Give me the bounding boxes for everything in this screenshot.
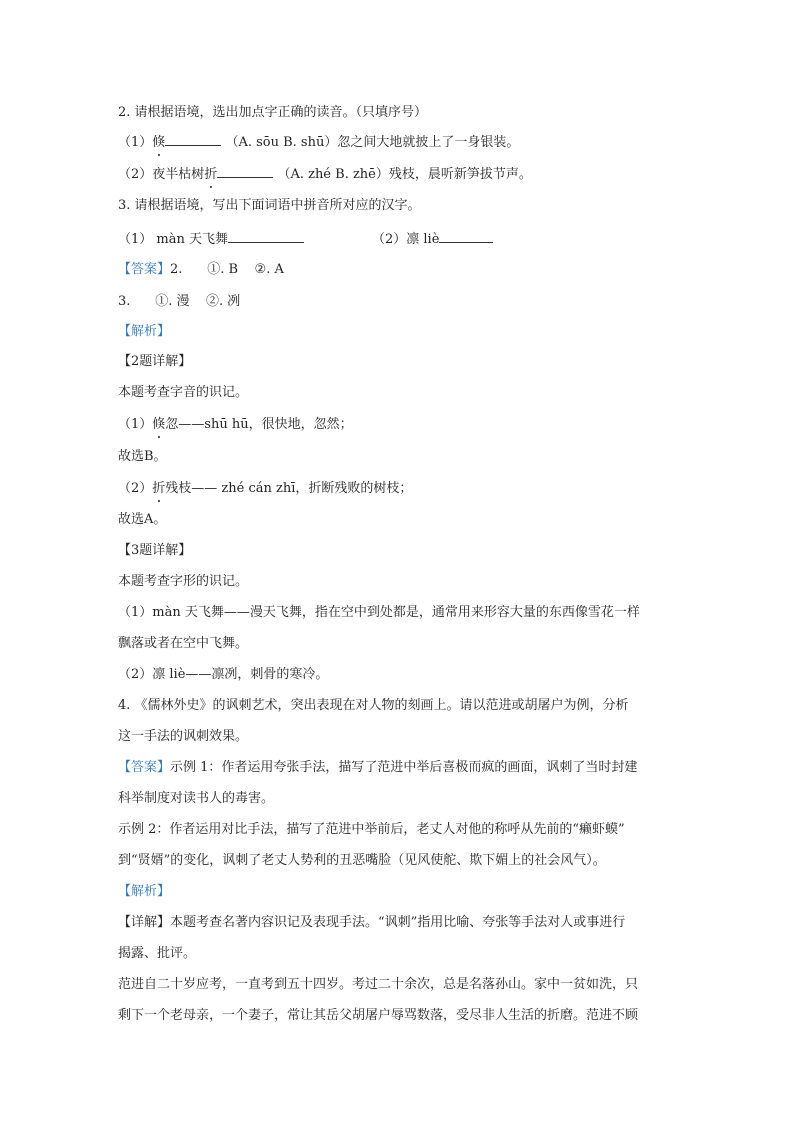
q4-analysis-label: 【解析】 [118,884,171,899]
answer-line-1 [118,262,284,278]
answer-line-2: 3. ①. 漫 ②. 冽 [118,294,241,309]
question-2-title: 2. 请根据语境，选出加点字正确的读音。（只填序号） [118,105,428,120]
detail-3-item-1-line-1: （1）màn 天飞舞——漫天飞舞，指在空中到处都是，通常用来形容大量的东西像雪花一样 [118,605,640,620]
dotted-char: 倏 [152,135,166,150]
q4-detail-line-4: 剩下一个老母亲，一个妻子，常让其岳父胡屠户辱骂数落，受尽非人生活的折磨。范进不顾 [118,1008,639,1023]
q4-answer-line-2: 科举制度对读书人的毒害。 [118,791,275,806]
detail-3-intro: 本题考查字形的识记。 [118,574,249,589]
answer-text: 示例 1：作者运用夸张手法，描写了范进中举后喜极而疯的画面，讽刺了当时封建 [170,760,638,775]
detail-2-item-2 [118,481,412,497]
answer-blank [165,133,221,146]
detail-3-label: 【3题详解】 [118,543,192,558]
answer-blank [228,230,304,243]
q4-answer-line-3: 示例 2：作者运用对比手法，描写了范进中举前后，老丈人对他的称呼从先前的“癞虾蟆” [118,822,625,837]
answer-blank [439,230,493,243]
question-4-line-1: 4. 《儒林外史》的讽刺艺术，突出表现在对人物的刻画上。请以范进或胡屠户为例，分析 [118,698,629,713]
q4-answer-line-1 [118,760,637,776]
dotted-char: 折 [152,481,166,496]
q3-item-2-wrap [372,230,493,248]
q4-answer-line-4: 到“贤婿”的变化，讽刺了老丈人势利的丑恶嘴脸（见风使舵、欺下媚上的社会风气）。 [118,853,606,868]
analysis-label: 【解析】 [118,324,171,339]
item-text: 忽——shū hū，很快地，忽然； [165,417,353,432]
item-prefix: （1） [118,417,153,432]
answer-label: 【答案】 [118,262,171,277]
answer-text: 2. ①. B ②. A [170,262,284,277]
detail-2-choice-2: 故选A。 [118,512,167,527]
q3-item-1: （1） màn 天飞舞 [118,232,228,247]
item-prefix: （1） [118,135,153,150]
item-options: （A. zhé B. zhē）残枝，晨听新笋拔节声。 [277,167,532,182]
detail-2-intro: 本题考查字音的识记。 [118,385,249,400]
question-3-title: 3. 请根据语境，写出下面词语中拼音所对应的汉字。 [118,198,421,213]
item-prefix: （2）夜半枯树 [118,167,205,182]
detail-2-choice-1: 故选B。 [118,449,167,464]
answer-blank [217,165,273,178]
detail-2-item-1 [118,417,353,433]
question-2-item-2 [118,165,532,183]
detail-2-label: 【2题详解】 [118,354,192,369]
q4-detail-line-2: 揭露、批评。 [118,946,197,961]
answer-label: 【答案】 [118,760,171,775]
question-4-line-2: 这一手法的讽刺效果。 [118,729,249,744]
question-2-item-1 [118,133,519,151]
item-prefix: （2） [118,481,153,496]
item-options: （A. sōu B. shū）忽之间大地就披上了一身银装。 [225,135,520,150]
detail-3-item-2: （2）凛 liè——凛冽，刺骨的寒冷。 [118,667,329,682]
detail-3-item-1-line-2: 飘落或者在空中飞舞。 [118,636,249,651]
item-text: 残枝—— zhé cán zhī，折断残败的树枝； [165,481,413,496]
question-3-items [118,230,440,248]
q4-detail-line-3: 范进自二十岁应考，一直考到五十四岁。考过二十余次，总是名落孙山。家中一贫如洗，只 [118,977,639,992]
q4-detail-line-1 [118,915,625,931]
q3-item-2: （2）凛 liè [372,232,440,247]
dotted-char: 倏 [152,417,166,432]
dotted-char: 折 [204,167,218,182]
detail-label: 【详解】 [118,915,171,930]
detail-text: 本题考查名著内容识记及表现手法。“讽刺”指用比喻、夸张等手法对人或事进行 [170,915,626,930]
